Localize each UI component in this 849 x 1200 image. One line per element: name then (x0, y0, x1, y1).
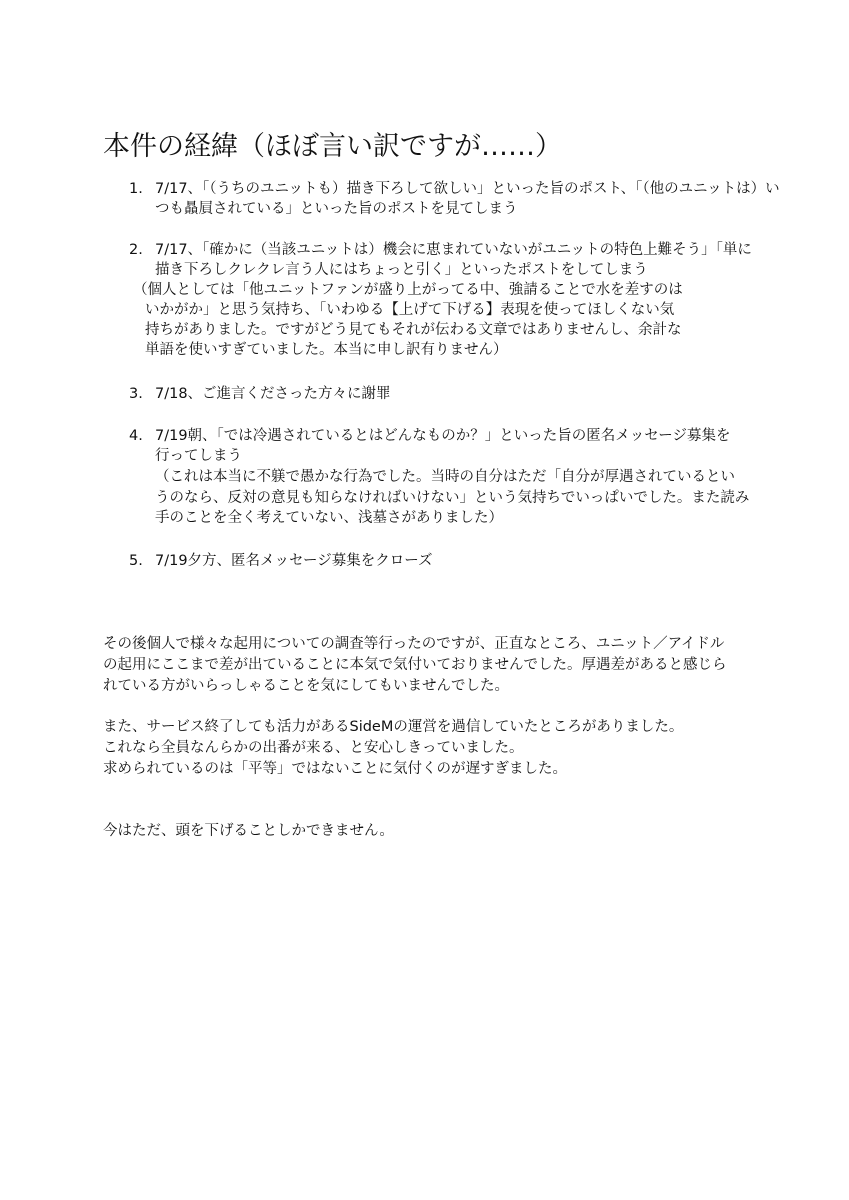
list-item-line: うのなら、反対の意見も知らなければいけない」という気持ちでいっぱいでした。また読み (155, 490, 750, 506)
list-item-note-line: 単語を使いすぎていました。本当に申し訳有りません） (145, 342, 508, 358)
list-item-line: 7/18、ご進言くださった方々に謝罪 (155, 386, 391, 402)
list-item-line: 手のことを全く考えていない、浅墓さがありました） (155, 510, 503, 526)
list-item-line: 7/19夕方、匿名メッセージ募集をクローズ (155, 553, 433, 569)
list-item-line: 行ってしまう (155, 448, 242, 464)
paragraph-line: また、サービス終了しても活力があるSideMの運営を過信していたところがありました。 (103, 719, 684, 735)
paragraph-line: その後個人で様々な起用についての調査等行ったのですが、正直なところ、ユニット／アイドル (103, 636, 725, 652)
list-item-number: 2. (129, 242, 143, 258)
list-item-line: 描き下ろしクレクレ言う人にはちょっと引く」といったポストをしてしまう (155, 262, 648, 278)
list-item-number: 5. (129, 553, 143, 569)
list-item-number: 1. (129, 181, 143, 197)
list-item-number: 4. (129, 428, 143, 444)
list-item-note-line: 持ちがありました。ですがどう見てもそれが伝わる文章ではありませんし、余計な (145, 322, 682, 338)
paragraph-line: 求められているのは「平等」ではないことに気付くのが遅すぎました。 (103, 761, 567, 777)
list-item-line: 7/17、「（うちのユニットも）描き下ろして欲しい」といった旨のポスト、「（他のユニットは）い (155, 181, 780, 197)
list-item-line: 7/19朝、「では冷遇されているとはどんなものか？」といった旨の匿名メッセージ募集を (155, 428, 731, 444)
paragraph-line: れている方がいらっしゃることを気にしてもいませんでした。 (103, 678, 509, 694)
list-item-note-line: いかがか」と思う気持ち、「いわゆる【上げて下げる】表現を使ってほしくない気 (145, 302, 675, 318)
list-item-note-line: （個人としては「他ユニットファンが盛り上がってる中、強請ることで水を差すのは (133, 282, 683, 298)
paragraph-line: これなら全員なんらかの出番が来る、と安心しきっていました。 (103, 740, 524, 756)
list-item-number: 3. (129, 386, 143, 402)
page-title: 本件の経緯（ほぼ言い訳ですが……） (103, 131, 562, 162)
paragraph-line: 今はただ、頭を下げることしかできません。 (103, 823, 394, 839)
list-item-line: つも贔屓されている」といった旨のポストを見てしまう (155, 201, 518, 217)
paragraph-line: の起用にここまで差が出ていることに本気で気付いておりませんでした。厚遇差があると感じら (103, 657, 727, 673)
list-item-line: 7/17、「確かに（当該ユニットは）機会に恵まれていないがユニットの特色上難そう」「単に (155, 242, 752, 258)
list-item-line: （これは本当に不躾で愚かな行為でした。当時の自分はただ「自分が厚遇されているとい (155, 469, 735, 485)
